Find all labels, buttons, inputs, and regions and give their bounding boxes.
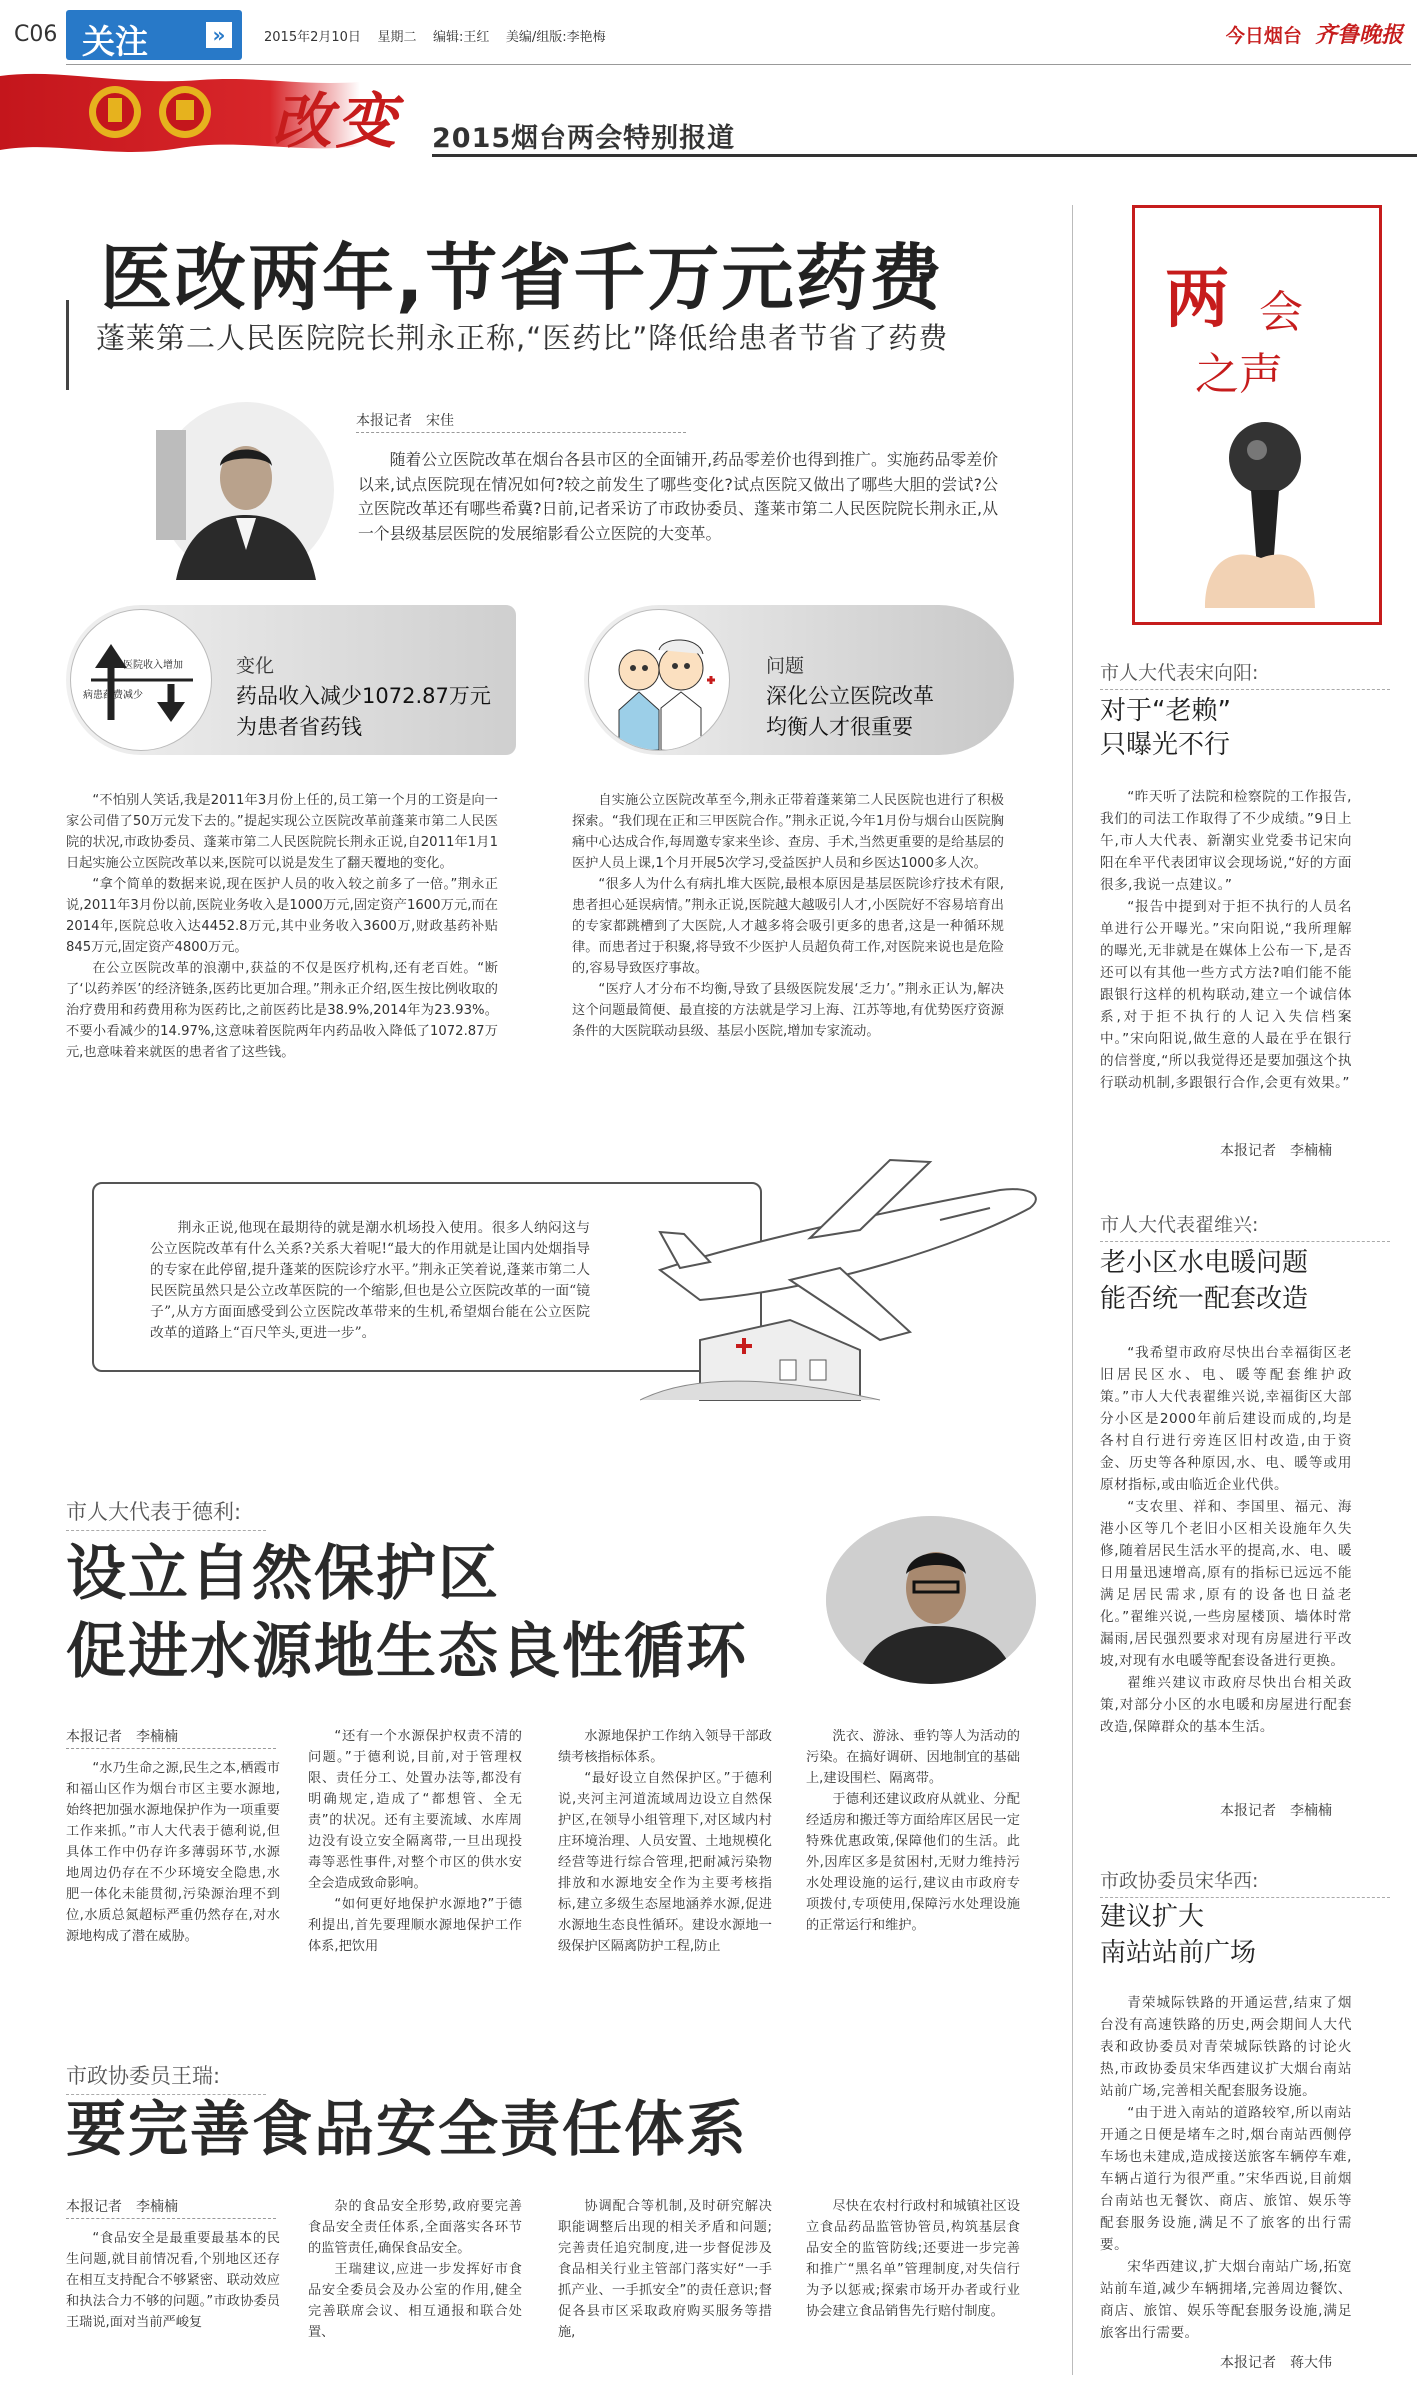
sidebar-item3-head: 市政协委员宋华西: [1100,1866,1390,1898]
box2-line2: 均衡人才很重要 [766,715,913,739]
badge-char-1: 两 [1165,262,1229,337]
arrow-down-label: 病患药费减少 [83,690,143,701]
sidebar-item3-title1: 建议扩大 [1100,1902,1205,1932]
lead-col-2: 自实施公立医院改革至今,荆永正带着蓬莱第二人民医院也进行了积极探索。“我们现在正和三甲医院合作。”荆永正说,今年1月份与烟台山医院胸痛中心达成合作,每周邀专家来坐诊、查房、手术,当然更重要的是给基层的医护人员上课,1个月开展5次学习,受益医护人员和乡医达1000多人次。 “很多人为什么有病扎堆大医院,最根本原因是基层医院诊疗技术有限,患者担心延误病情。”荆永正说,医院越大越吸引人才,小医院好不容易培育出的专家都跳槽到了大医院,人才越多将会吸引更多的患者,这是一种循环规律。而患者过于积聚,将导致不少医护人员超负荷工作,对医院来说也是危险的,容易导致医疗事故。 “医疗人才分布不均衡,导致了县级医院发展‘乏力’。”荆永正认为,解决这个问题最简便、最直接的方法就是学习上海、江苏等地,有优势医疗资源条件的大医院联动县级、基层小医院,增加专家流动。 [572,793,1004,1039]
microphone-icon [1165,408,1355,608]
sidebar-item1-title2: 只曝光不行 [1100,730,1231,760]
sidebar-item1-body: “昨天听了法院和检察院的工作报告,我们的司法工作取得了不少成绩。”9日上午,市人大代表、新潮实业党委书记宋向阳在牟平代表团审议会现场说,“好的方面很多,我说一点建议。” “报告中提到对于拒不执行的人员名单进行公开曝光。”宋向阳说,“我所理解的曝光,无非就是在媒体上公布一下,是否还可以有其他一些方式方法?咱们能不能跟银行这样的机构联动,建立一个诚信体系,对于拒不执行的人记入失信档案中。”宋向阳说,做生意的人最在乎在银行的信誉度,“所以我觉得还是要加强这个执行联动机制,多跟银行合作,会更有效果。” [1100,789,1352,1091]
sidebar-item2-body: “我希望市政府尽快出台幸福街区老旧居民区水、电、暖等配套维护政策。”市人大代表翟维兴说,幸福街区大部分小区是2000年前后建设而成的,均是各村自行进行旁连区旧村改造,由于资金、历史等各种原因,水、电、暖等或用原材指标,或由临近企业代供。 “支农里、祥和、李国里、福元、海港小区等几个老旧小区相关设施年久失修,随着居民生活水平的提高,水、电、暖日用量迅速增高,原有的指标已远远不能满足居民需求,原有的设备也日益老化。”翟维兴说,一些房屋楼顶、墙体时常漏雨,居民强烈要求对现有房屋进行平改坡,对现有水电暖等配套设备进行更换。 翟维兴建议市政府尽快出台相关政策,对部分小区的水电暖和房屋进行配套改造,保障群众的基本生活。 [1100,1345,1352,1735]
story2-col-2: “还有一个水源保护权责不清的问题。”于德利说,目前,对于管理权限、责任分工、处置办法等,都没有明确规定,造成了“都想管、全无责”的状况。还有主要流域、水库周边没有设立安全隔离带,一旦出现投毒等恶性事件,对整个市区的供水安全会造成致命影响。 “如何更好地保护水源地?”于德利提出,首先要理顺水源地保护工作体系,把饮用 [308,1729,522,1954]
page-number: C06 [14,22,58,47]
fact-box-problem [584,605,1014,755]
story3-col-1: “食品安全是最重要最基本的民生问题,就目前情况看,个别地区还存在相互支持配合不够紧密、联动效应和执法合力不够的问题。”市政协委员王瑞说,面对当前严峻复 [66,2231,280,2330]
story2-col-1: “水乃生命之源,民生之本,栖霞市和福山区作为烟台市区主要水源地,始终把加强水源地保护作为一项重要工作来抓。”市人大代表于德利说,但具体工作中仍存许多薄弱环节,水源地周边仍存在不少环境安全隐患,水肥一体化未能贯彻,污染源治理不到位,水质总氮超标严重仍然存在,对水源地构成了潜在威胁。 [66,1761,280,1944]
fact-box-change [66,605,516,755]
sidebar-badge [1132,205,1382,625]
income-circle [70,609,212,751]
box2-line1: 深化公立医院改革 [766,684,934,708]
sidebar-item2-title2: 能否统一配套改造 [1100,1284,1309,1314]
quote-text: 荆永正说,他现在最期待的就是潮水机场投入使用。很多人纳闷这与公立医院改革有什么关系?关系大着呢!“最大的作用就是让国内处烟指导的专家在此停留,提升蓬莱的医院诊疗水平。”荆永正笑着说,蓬莱市第二人民医院虽然只是公立改革医院的一个缩影,但也是公立医院改革的一面“镜子”,从方方面面感受到公立医院改革带来的生机,希望烟台能在公立医院改革的道路上“百尺竿头,更进一步”。 [150,1220,590,1341]
banner-subtitle: 2015烟台两会特别报道 [432,123,736,154]
brand-logo: 齐鲁晚报 [1314,22,1403,48]
masthead [0,0,1417,70]
story3-title: 要完善食品安全责任体系 [66,2095,748,2165]
box1-tag: 变化 [236,655,275,677]
sidebar-item1-head: 市人大代表宋向阳: [1100,658,1390,690]
delegate-photo [826,1516,1036,1684]
story3-col-3: 协调配合等机制,及时研究解决职能调整后出现的相关矛盾和问题;完善责任追究制度,进一步督促涉及食品相关行业主管部门落实好“一手抓产业、一手抓安全”的责任意识;督促各县市区采取政府购买服务等措施, [558,2199,772,2340]
badge-char-2: 会 [1259,287,1303,338]
story2-head: 市人大代表于德利: [66,1496,266,1531]
sidebar-item1-title1: 对于“老赖” [1100,696,1231,726]
story2-title1: 设立自然保护区 [66,1539,500,1609]
lead-intro: 随着公立医院改革在烟台各县市区的全面铺开,药品零差价也得到推广。实施药品零差价以来,试点医院现在情况如何?较之前发生了哪些变化?试点医院又做出了哪些大胆的尝试?公立医院改革还有哪些希冀?日前,记者采访了市政协委员、蓬莱市第二人民医院院长荆永正,从一个县级基层医院的发展缩影看公立医院的大变革。 [358,450,998,543]
airplane-hospital-illustration [640,1150,1050,1410]
box2-tag: 问题 [766,655,805,677]
lead-byline: 本报记者 宋佳 [356,413,454,429]
lead-subtitle: 蓬莱第二人民医院院长荆永正称,“医药比”降低给患者节省了药费 [96,321,949,355]
arrow-up-label: 医院收入增加 [123,660,183,671]
story3-col-4: 尽快在农村行政村和城镇社区设立食品药品监管协管员,构筑基层食品安全的监管防线;还要进一步完善和推广“黑名单”管理制度,对失信行为予以惩戒;探索市场开办者或行业协会建立食品销售先行赔付制度。 [806,2199,1020,2319]
section-tag [66,10,242,60]
box1-line2: 为患者省药钱 [236,715,362,739]
story3-col-2: 杂的食品安全形势,政府要完善食品安全责任体系,全面落实各环节的监管责任,确保食品安全。 王瑞建议,应进一步发挥好市食品安全委员会及办公室的作用,健全完善联席会议、相互通报和联合处置、 [308,2199,522,2340]
story2-byline: 本报记者 李楠楠 [66,1729,178,1745]
section-label: 关注 [82,22,148,61]
special-banner [0,68,1417,158]
sidebar-item1-byline: 本报记者 李楠楠 [1220,1143,1332,1159]
sidebar-item2-byline: 本报记者 李楠楠 [1220,1803,1332,1819]
banner-title: 改变 [272,87,400,157]
lead-col-1: “不怕别人笑话,我是2011年3月份上任的,员工第一个月的工资是向一家公司借了50万元发下去的。”提起实现公立医院改革前蓬莱市第二人民医院的状况,市政协委员、蓬莱市第二人民医院院长荆永正说,自2011年1月1日起实施公立医院改革以来,医院可以说是发生了翻天覆地的变化。 “拿个简单的数据来说,现在医护人员的收入较之前多了一倍。”荆永正说,2011年3月份以前,医院业务收入是1000万元,固定资产1600万元,而在2014年,医院总收入达4452.8万元,其中业务收入3600万,财政基药补贴845万元,固定资产4800万元。 在公立医院改革的浪潮中,获益的不仅是医疗机构,还有老百姓。“断了‘以药养医’的经济链条,医药比更加合理。”荆永正介绍,医生按比例收取的治疗费用和药费用称为医药比,之前医药比是38.9%,2014年为23.93%。不要小看减少的14.97%,这意味着医院两年内药品收入降低了1072.87万元,也意味着来就医的患者省了这些钱。 [66,793,498,1060]
brand [1226,18,1403,49]
doctor-cartoon [588,609,730,751]
box1-line1: 药品收入减少1072.87万元 [236,684,491,708]
brand-left: 今日烟台 [1225,25,1302,47]
sidebar-item2-head: 市人大代表翟维兴: [1100,1210,1390,1242]
lead-title: 医改两年,节省千万元药费 [100,236,944,320]
story3-byline: 本报记者 李楠楠 [66,2199,178,2215]
story2-col-4: 洗衣、游泳、垂钓等人为活动的污染。在搞好调研、因地制宜的基础上,建设围栏、隔离带。 于德利还建议政府从就业、分配经适房和搬迁等方面给库区居民一定特殊优惠政策,保障他们的生活。此外,因库区多是贫困村,无财力维持污水处理设施的运行,建议由市政府专项拨付,专项使用,保障污水处理设施的正常运行和维护。 [806,1729,1020,1933]
story2-col-3: 水源地保护工作纳入领导干部政绩考核指标体系。 “最好设立自然保护区。”于德利说,夹河主河道流域周边设立自然保护区,在领导小组管理下,对区域内村庄环境治理、人员安置、土地规模化经营等进行综合管理,把耐减污染物排放和水源地安全作为主要考核指标,建立多级生态屋地涵养水源,促进水源地生态良性循环。建设水源地一级保护区隔离防护工程,防止 [558,1729,772,1954]
sidebar-item3-body: 青荣城际铁路的开通运营,结束了烟台没有高速铁路的历史,两会期间人大代表和政协委员对青荣城际铁路的讨论火热,市政协委员宋华西建议扩大烟台南站站前广场,完善相关配套服务设施。 “由于进入南站的道路较窄,所以南站开通之日便是堵车之时,烟台南站西侧停车场也未建成,造成接送旅客车辆停车难,车辆占道行为很严重。”宋华西说,目前烟台南站也无餐饮、商店、旅馆、娱乐等配套服务设施,满足不了旅客的出行需要。 宋华西建议,扩大烟台南站广场,拓宽站前车道,减少车辆拥堵,完善周边餐饮、商店、旅馆、娱乐等配套服务设施,满足旅客出行需要。 [1100,1995,1352,2341]
story3-head: 市政协委员王瑞: [66,2060,266,2095]
masthead-info: 2015年2月10日 星期二 编辑:王红 美编/组版:李艳梅 [264,30,606,45]
story2-title2: 促进水源地生态良性循环 [66,1617,748,1687]
sidebar-item3-byline: 本报记者 蒋大伟 [1220,2355,1332,2371]
up-down-arrow-icon [71,610,213,752]
badge-char-3: 之声 [1195,349,1283,400]
sidebar-item3-title2: 南站站前广场 [1100,1938,1257,1968]
sidebar-item2-title1: 老小区水电暖问题 [1100,1248,1309,1278]
double-chevron-icon: » [206,22,232,48]
reporter-photo [136,400,356,580]
